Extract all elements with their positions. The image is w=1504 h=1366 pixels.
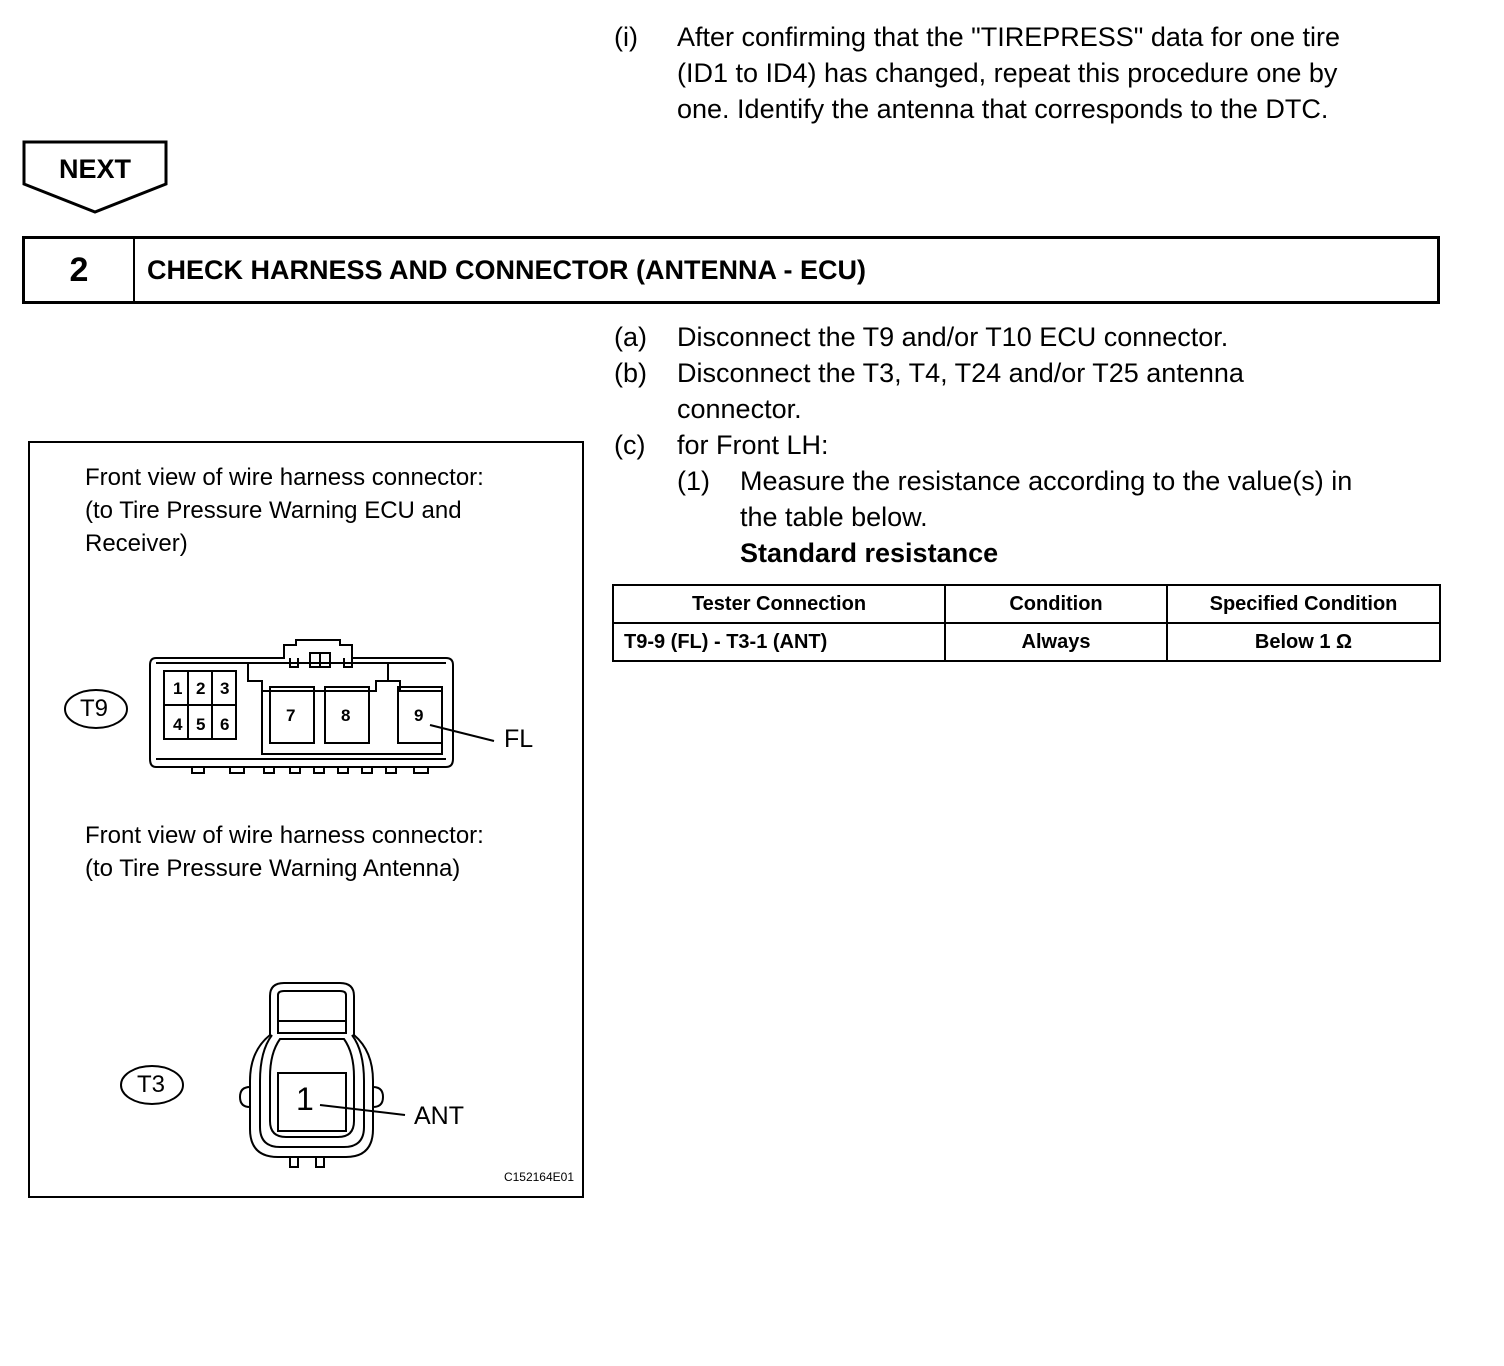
cell-tester-connection: T9-9 (FL) - T3-1 (ANT) [613,623,945,661]
cell-condition: Always [945,623,1167,661]
step-b-marker: (b) [614,358,647,388]
caption-antenna-line-1: Front view of wire harness connector: [85,822,484,849]
t9-pin-5: 5 [196,715,206,734]
step-c1-marker: (1) [677,466,710,496]
step-b-line-1: Disconnect the T3, T4, T24 and/or T25 antenna [677,358,1244,388]
cell-specified-condition: Below 1 Ω [1167,623,1440,661]
t9-pin-2: 2 [196,679,206,698]
figure-code: C152164E01 [503,1170,574,1184]
step-c1-line-2: the table below. [740,502,928,532]
header-condition: Condition [945,585,1167,623]
t9-pin-9: 9 [414,706,424,725]
table-header-row [613,585,1440,623]
table-row [613,623,1440,661]
intro-line-1: After confirming that the "TIREPRESS" data for one tire [677,22,1340,52]
step-number: 2 [25,239,135,301]
t9-pin-8: 8 [341,706,351,725]
step-header [22,236,1440,304]
step-c-text: for Front LH: [677,430,829,460]
t9-pin-1: 1 [173,679,183,698]
t9-pin-3: 3 [220,679,230,698]
figure-caption-antenna [85,819,484,885]
header-specified-condition: Specified Condition [1167,585,1440,623]
caption-ecu-line-2: (to Tire Pressure Warning ECU and [85,497,462,524]
caption-ecu-line-3: Receiver) [85,530,188,557]
intro-marker: (i) [614,22,638,52]
step-a-marker: (a) [614,322,647,352]
step-c1-line-1: Measure the resistance according to the value(s) in [740,466,1353,496]
intro-line-3: one. Identify the antenna that corresponds to the DTC. [677,94,1329,124]
step-a-text: Disconnect the T9 and/or T10 ECU connector. [677,322,1229,352]
procedure [614,319,1494,579]
t9-callout-fl: FL [504,725,534,753]
t3-pin-1: 1 [296,1081,314,1117]
t9-pin-7: 7 [286,706,296,725]
intro-line-2: (ID1 to ID4) has changed, repeat this procedure one by [677,58,1338,88]
next-label: NEXT [58,154,131,184]
caption-antenna-line-2: (to Tire Pressure Warning Antenna) [85,855,461,882]
next-marker [22,140,168,214]
connector-figure [28,441,584,1198]
t9-connector-drawing [65,640,494,773]
standard-resistance-heading: Standard resistance [740,538,999,568]
t9-pin-4: 4 [173,715,183,734]
t3-callout-ant: ANT [414,1102,464,1130]
t9-pin-6: 6 [220,715,230,734]
t9-id-label: T9 [80,695,109,722]
header-tester-connection: Tester Connection [613,585,945,623]
step-title: CHECK HARNESS AND CONNECTOR (ANTENNA - ECU) [147,254,867,285]
step-b-line-2: connector. [677,394,802,424]
t3-id-label: T3 [137,1071,166,1098]
step-c-marker: (c) [614,430,646,460]
caption-ecu-line-1: Front view of wire harness connector: [85,464,484,491]
resistance-table [612,584,1441,662]
